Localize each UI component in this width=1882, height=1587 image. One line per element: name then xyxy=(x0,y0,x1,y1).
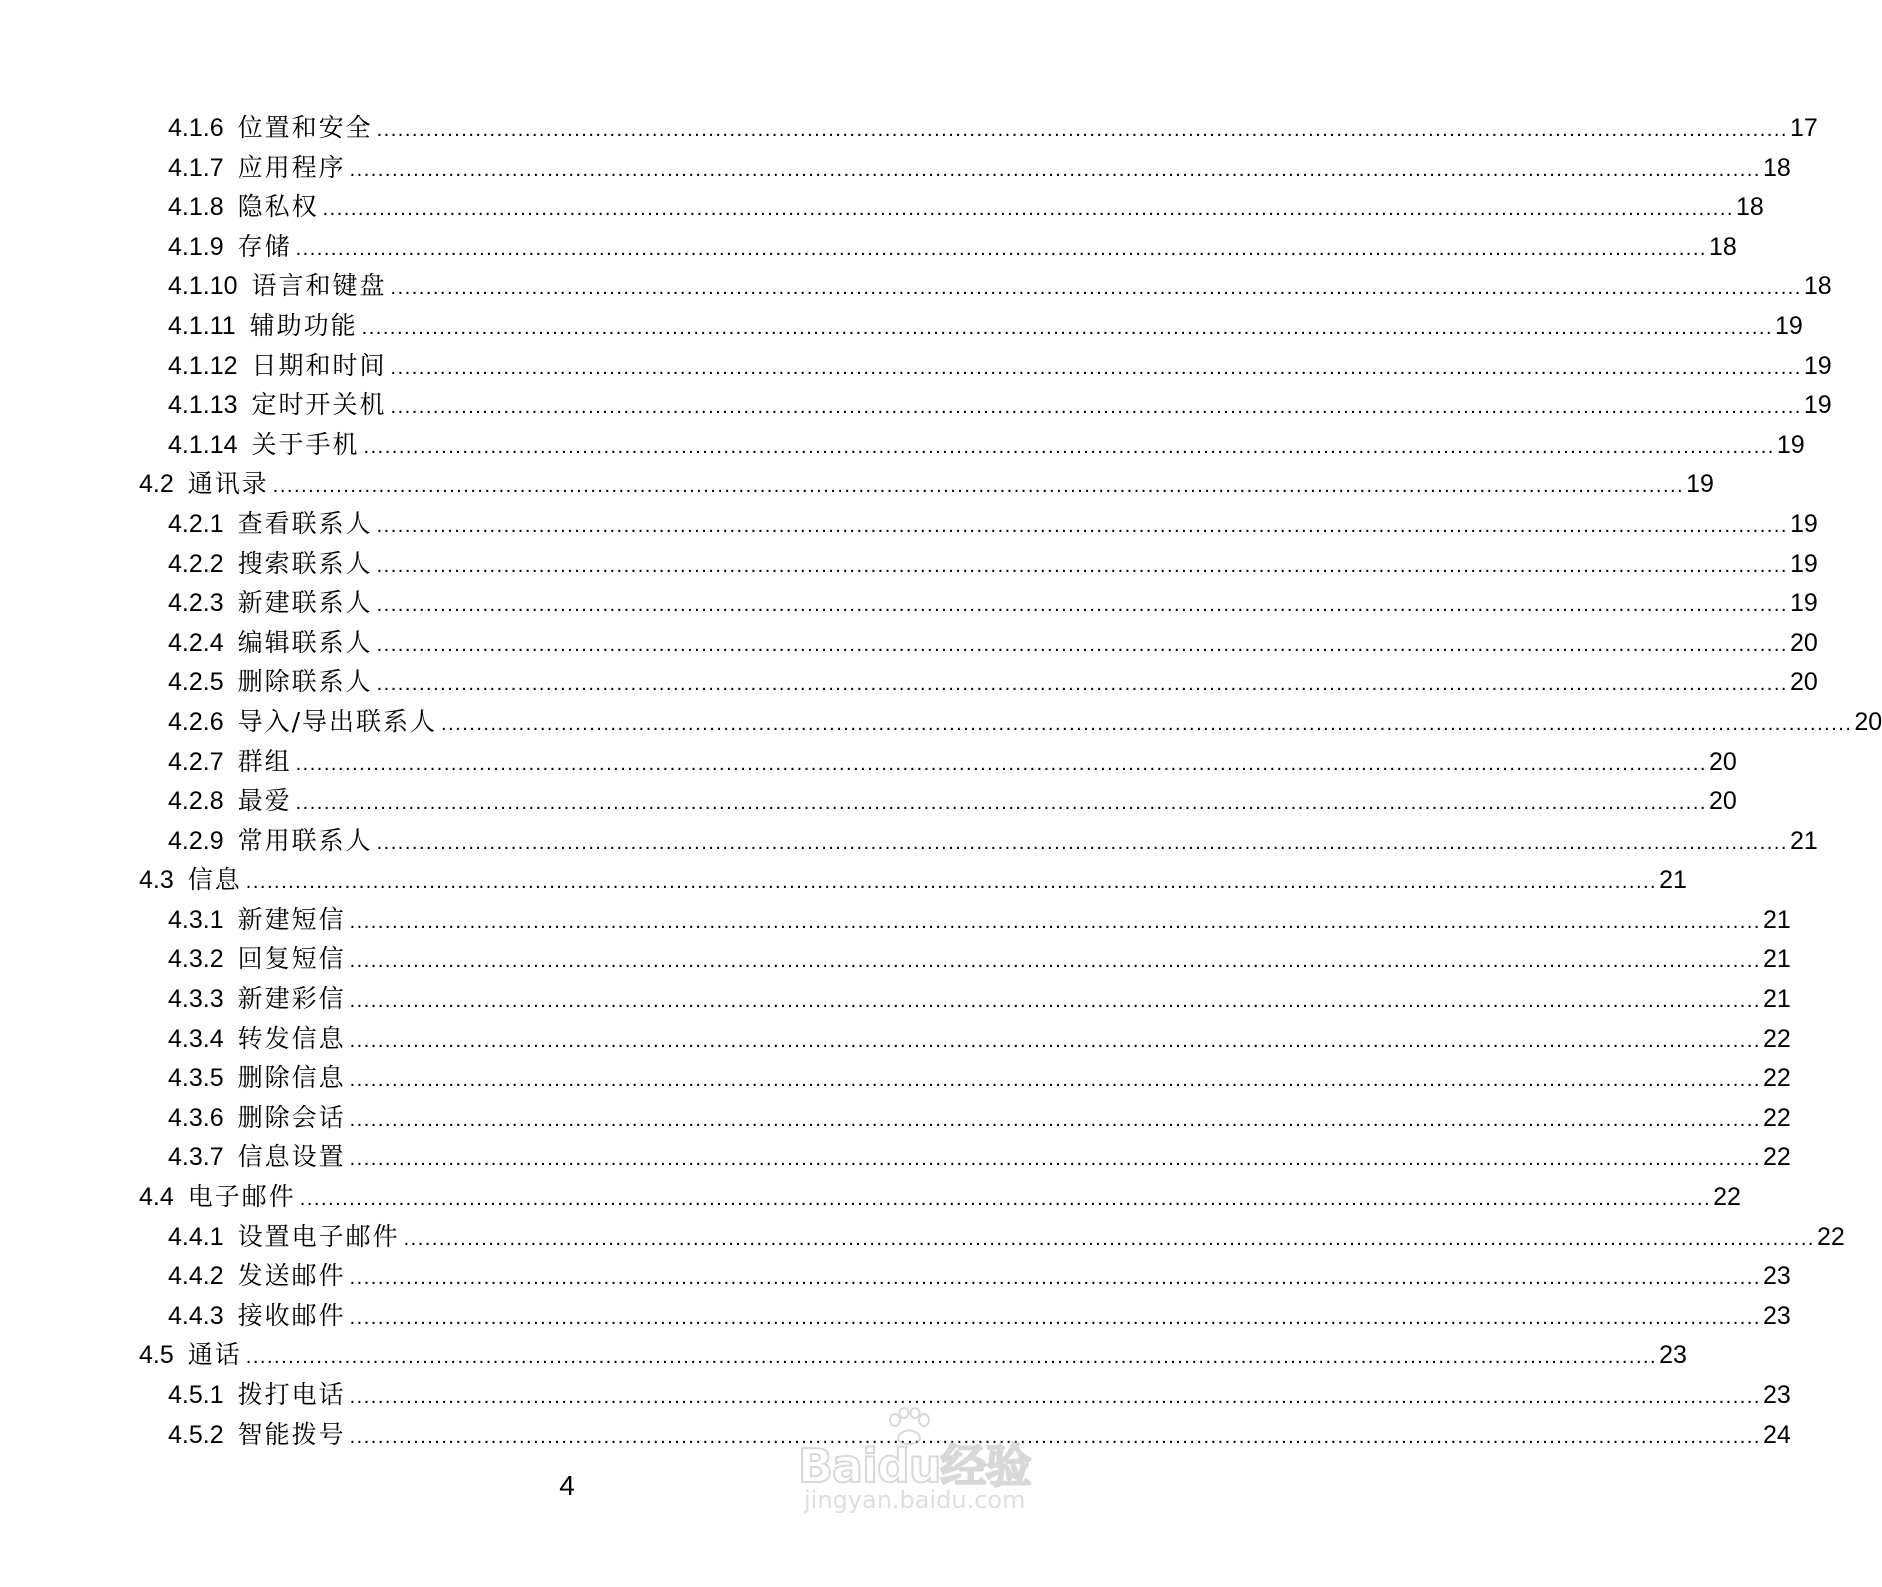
toc-entry-number: 4.2.3 xyxy=(168,589,224,618)
toc-entry[interactable] xyxy=(168,1415,1791,1455)
toc-entry-page: 20 xyxy=(1789,668,1818,697)
toc-entry-number: 4.3.3 xyxy=(168,985,224,1014)
toc-dot-leader: ........................................................................................................................................................................................................ xyxy=(299,1188,1712,1211)
toc-entry-page: 20 xyxy=(1708,787,1737,816)
toc-entry[interactable] xyxy=(168,821,1818,861)
toc-entry-number: 4.3.2 xyxy=(168,945,224,974)
toc-entry-title: 回复短信 xyxy=(237,944,346,974)
toc-entry-number: 4.2.8 xyxy=(168,787,224,816)
toc-dot-leader: ........................................................................................................................................................................................................ xyxy=(376,514,1788,537)
toc-dot-leader: ........................................................................................................................................................................................................ xyxy=(349,1108,1761,1131)
toc-entry-title: 日期和时间 xyxy=(251,350,387,380)
toc-dot-leader: ........................................................................................................................................................................................................ xyxy=(376,554,1788,577)
toc-dot-leader: ........................................................................................................................................................................................................ xyxy=(245,1346,1658,1369)
toc-entry[interactable] xyxy=(139,1177,1741,1217)
toc-entry-number: 4.3.6 xyxy=(168,1103,224,1132)
toc-dot-leader: ........................................................................................................................................................................................................ xyxy=(349,1069,1761,1092)
toc-entry-number: 4.4.2 xyxy=(168,1262,224,1291)
toc-dot-leader: ........................................................................................................................................................................................................ xyxy=(349,1267,1761,1290)
toc-dot-leader: ........................................................................................................................................................................................................ xyxy=(363,435,1775,458)
toc-entry-number: 4.4 xyxy=(139,1183,174,1212)
toc-entry-title: 关于手机 xyxy=(251,429,360,459)
toc-entry-title: 最爱 xyxy=(237,786,292,816)
page-number: 4 xyxy=(559,1470,575,1501)
toc-entry[interactable] xyxy=(168,742,1737,782)
toc-dot-leader: ........................................................................................................................................................................................................ xyxy=(390,356,1802,379)
toc-entry[interactable] xyxy=(168,1137,1791,1177)
toc-entry[interactable] xyxy=(168,583,1818,623)
toc-entry-page: 20 xyxy=(1708,747,1737,776)
toc-entry-number: 4.2.5 xyxy=(168,668,224,697)
toc-entry-number: 4.1.13 xyxy=(168,391,238,420)
toc-entry-page: 22 xyxy=(1762,1103,1791,1132)
toc-dot-leader: ........................................................................................................................................................................................................ xyxy=(390,277,1802,300)
toc-entry-title: 导入/导出联系人 xyxy=(237,706,438,736)
toc-entry-page: 19 xyxy=(1686,470,1714,499)
toc-entry[interactable] xyxy=(168,1256,1791,1296)
toc-entry-title: 接收邮件 xyxy=(237,1300,346,1330)
toc-entry-title: 通讯录 xyxy=(187,469,269,499)
toc-entry[interactable] xyxy=(168,544,1818,584)
toc-entry-title: 新建短信 xyxy=(237,904,346,934)
toc-entry-number: 4.2.2 xyxy=(168,549,224,578)
toc-entry-page: 22 xyxy=(1713,1183,1741,1212)
toc-entry-title: 删除联系人 xyxy=(237,667,373,697)
toc-entry-number: 4.1.9 xyxy=(168,232,224,261)
toc-entry[interactable] xyxy=(168,108,1818,148)
toc-dot-leader: ........................................................................................................................................................................................................ xyxy=(403,1227,1815,1250)
toc-dot-leader: ........................................................................................................................................................................................................ xyxy=(245,871,1658,894)
toc-entry[interactable] xyxy=(168,939,1791,979)
toc-entry[interactable] xyxy=(168,1098,1791,1138)
toc-dot-leader: ........................................................................................................................................................................................................ xyxy=(376,633,1788,656)
toc-dot-leader: ........................................................................................................................................................................................................ xyxy=(349,950,1761,973)
toc-entry-title: 查看联系人 xyxy=(237,508,373,538)
toc-entry[interactable] xyxy=(168,425,1805,465)
toc-entry[interactable] xyxy=(168,227,1737,267)
toc-dot-leader: ........................................................................................................................................................................................................ xyxy=(295,792,1707,815)
toc-entry-page: 21 xyxy=(1659,866,1687,895)
toc-dot-leader: ........................................................................................................................................................................................................ xyxy=(376,673,1788,696)
toc-entry-number: 4.3.1 xyxy=(168,905,224,934)
toc-entry-title: 新建彩信 xyxy=(237,984,346,1014)
toc-dot-leader: ........................................................................................................................................................................................................ xyxy=(349,1425,1761,1448)
toc-entry-number: 4.1.6 xyxy=(168,114,224,142)
toc-entry[interactable] xyxy=(168,1296,1791,1336)
toc-entry-title: 位置和安全 xyxy=(237,113,373,142)
toc-entry-page: 19 xyxy=(1775,311,1803,340)
toc-entry[interactable] xyxy=(168,662,1818,702)
toc-entry[interactable] xyxy=(168,306,1803,346)
toc-entry[interactable] xyxy=(139,464,1714,504)
toc-entry-number: 4.5.2 xyxy=(168,1420,224,1449)
toc-entry-page: 23 xyxy=(1762,1301,1791,1330)
toc-dot-leader: ........................................................................................................................................................................................................ xyxy=(376,594,1788,617)
toc-entry-page: 18 xyxy=(1708,232,1737,261)
toc-dot-leader: ........................................................................................................................................................................................................ xyxy=(361,316,1773,339)
toc-entry-title: 设置电子邮件 xyxy=(237,1221,400,1251)
toc-entry[interactable] xyxy=(168,346,1832,386)
toc-dot-leader: ........................................................................................................................................................................................................ xyxy=(349,1386,1761,1408)
toc-entry[interactable] xyxy=(168,623,1818,663)
toc-entry-page: 18 xyxy=(1803,272,1832,301)
toc-entry-page: 19 xyxy=(1803,391,1832,420)
toc-entry-title: 信息设置 xyxy=(237,1142,346,1172)
toc-entry-title: 拨打电话 xyxy=(237,1380,346,1409)
toc-entry[interactable] xyxy=(168,702,1882,742)
toc-entry[interactable] xyxy=(168,1217,1845,1257)
toc-entry-number: 4.2.4 xyxy=(168,628,224,657)
toc-entry-title: 语言和键盘 xyxy=(251,271,387,301)
watermark-brand: Baidu经验 xyxy=(798,1439,1031,1493)
toc-entry-number: 4.1.8 xyxy=(168,193,224,222)
toc-entry-title: 编辑联系人 xyxy=(237,627,373,657)
toc-entry[interactable] xyxy=(168,1058,1791,1098)
toc-entry-title: 删除会话 xyxy=(237,1102,346,1132)
toc-entry-number: 4.3.7 xyxy=(168,1143,224,1172)
toc-entry-page: 22 xyxy=(1762,1024,1791,1053)
toc-entry-page: 18 xyxy=(1762,153,1791,182)
toc-entry-page: 21 xyxy=(1762,945,1791,974)
toc-entry[interactable] xyxy=(139,1335,1687,1375)
toc-entry-number: 4.3.5 xyxy=(168,1064,224,1093)
toc-entry-page: 22 xyxy=(1762,1143,1791,1172)
toc-entry-title: 搜索联系人 xyxy=(237,548,373,578)
toc-entry-number: 4.3.4 xyxy=(168,1024,224,1053)
toc-entry-page: 18 xyxy=(1735,193,1764,222)
toc-entry-title: 新建联系人 xyxy=(237,588,373,618)
toc-dot-leader: ........................................................................................................................................................................................................ xyxy=(349,990,1761,1013)
toc-dot-leader: ........................................................................................................................................................................................................ xyxy=(349,910,1761,933)
toc-entry[interactable] xyxy=(168,900,1791,940)
toc-entry-page: 21 xyxy=(1762,905,1791,934)
toc-entry-page: 22 xyxy=(1762,1064,1791,1093)
toc-entry[interactable] xyxy=(168,1375,1791,1415)
toc-dot-leader: ........................................................................................................................................................................................................ xyxy=(376,119,1788,141)
toc-dot-leader: ........................................................................................................................................................................................................ xyxy=(349,158,1761,181)
toc-entry-title: 信息 xyxy=(187,865,242,895)
table-of-contents xyxy=(0,108,1882,1454)
toc-entry-page: 19 xyxy=(1789,509,1818,538)
toc-entry[interactable] xyxy=(168,781,1737,821)
toc-entry-number: 4.4.1 xyxy=(168,1222,224,1251)
toc-entry-title: 应用程序 xyxy=(237,152,346,182)
toc-entry-number: 4.5.1 xyxy=(168,1381,224,1409)
toc-entry-title: 智能拨号 xyxy=(237,1419,346,1449)
toc-entry-title: 群组 xyxy=(237,746,292,776)
toc-entry-page: 22 xyxy=(1816,1222,1845,1251)
toc-entry-title: 辅助功能 xyxy=(249,310,358,340)
watermark-url: jingyan.baidu.com xyxy=(804,1486,1026,1514)
toc-entry-page: 20 xyxy=(1789,628,1818,657)
toc-entry-title: 电子邮件 xyxy=(187,1182,296,1212)
toc-dot-leader: ........................................................................................................................................................................................................ xyxy=(390,396,1802,419)
toc-entry[interactable] xyxy=(168,504,1818,544)
toc-entry-number: 4.1.14 xyxy=(168,430,238,459)
toc-entry-page: 17 xyxy=(1789,114,1818,142)
toc-entry[interactable] xyxy=(168,266,1832,306)
toc-dot-leader: ........................................................................................................................................................................................................ xyxy=(349,1148,1761,1171)
toc-entry-page: 23 xyxy=(1762,1262,1791,1291)
toc-entry-title: 删除信息 xyxy=(237,1063,346,1093)
toc-entry-page: 24 xyxy=(1762,1420,1791,1449)
toc-entry-title: 存储 xyxy=(237,231,292,261)
toc-entry-number: 4.5 xyxy=(139,1341,174,1370)
toc-entry-page: 23 xyxy=(1762,1381,1791,1409)
toc-entry-number: 4.1.10 xyxy=(168,272,238,301)
toc-entry-page: 19 xyxy=(1803,351,1832,380)
toc-dot-leader: ........................................................................................................................................................................................................ xyxy=(272,475,1685,498)
toc-dot-leader: ........................................................................................................................................................................................................ xyxy=(349,1029,1761,1052)
toc-entry-number: 4.2 xyxy=(139,470,174,499)
toc-entry[interactable] xyxy=(168,1019,1791,1059)
toc-entry-number: 4.2.1 xyxy=(168,509,224,538)
toc-entry-number: 4.2.7 xyxy=(168,747,224,776)
toc-entry-page: 23 xyxy=(1659,1341,1687,1370)
toc-entry-page: 21 xyxy=(1762,985,1791,1014)
toc-entry-title: 常用联系人 xyxy=(237,825,373,855)
toc-entry-page: 20 xyxy=(1854,707,1882,736)
toc-entry[interactable] xyxy=(168,979,1791,1019)
toc-entry-page: 19 xyxy=(1789,589,1818,618)
toc-dot-leader: ........................................................................................................................................................................................................ xyxy=(295,752,1707,775)
toc-entry[interactable] xyxy=(168,187,1764,227)
toc-entry-title: 发送邮件 xyxy=(237,1261,346,1291)
toc-entry-title: 通话 xyxy=(187,1340,242,1370)
toc-dot-leader: ........................................................................................................................................................................................................ xyxy=(441,712,1853,735)
toc-entry-title: 转发信息 xyxy=(237,1023,346,1053)
toc-entry[interactable] xyxy=(168,148,1791,188)
toc-entry[interactable] xyxy=(168,385,1832,425)
toc-entry[interactable] xyxy=(139,860,1687,900)
toc-entry-page: 19 xyxy=(1789,549,1818,578)
toc-entry-number: 4.3 xyxy=(139,866,174,895)
toc-entry-number: 4.1.11 xyxy=(168,311,236,340)
toc-dot-leader: ........................................................................................................................................................................................................ xyxy=(349,1306,1761,1329)
toc-entry-page: 21 xyxy=(1789,826,1818,855)
toc-entry-number: 4.2.6 xyxy=(168,707,224,736)
toc-entry-page: 19 xyxy=(1776,430,1805,459)
toc-entry-number: 4.2.9 xyxy=(168,826,224,855)
toc-entry-number: 4.1.7 xyxy=(168,153,224,182)
toc-entry-title: 定时开关机 xyxy=(251,390,387,420)
toc-dot-leader: ........................................................................................................................................................................................................ xyxy=(295,237,1707,260)
toc-entry-title: 隐私权 xyxy=(237,192,319,222)
toc-dot-leader: ........................................................................................................................................................................................................ xyxy=(322,198,1734,221)
toc-entry-number: 4.1.12 xyxy=(168,351,238,380)
toc-entry-number: 4.4.3 xyxy=(168,1301,224,1330)
toc-dot-leader: ........................................................................................................................................................................................................ xyxy=(376,831,1788,854)
